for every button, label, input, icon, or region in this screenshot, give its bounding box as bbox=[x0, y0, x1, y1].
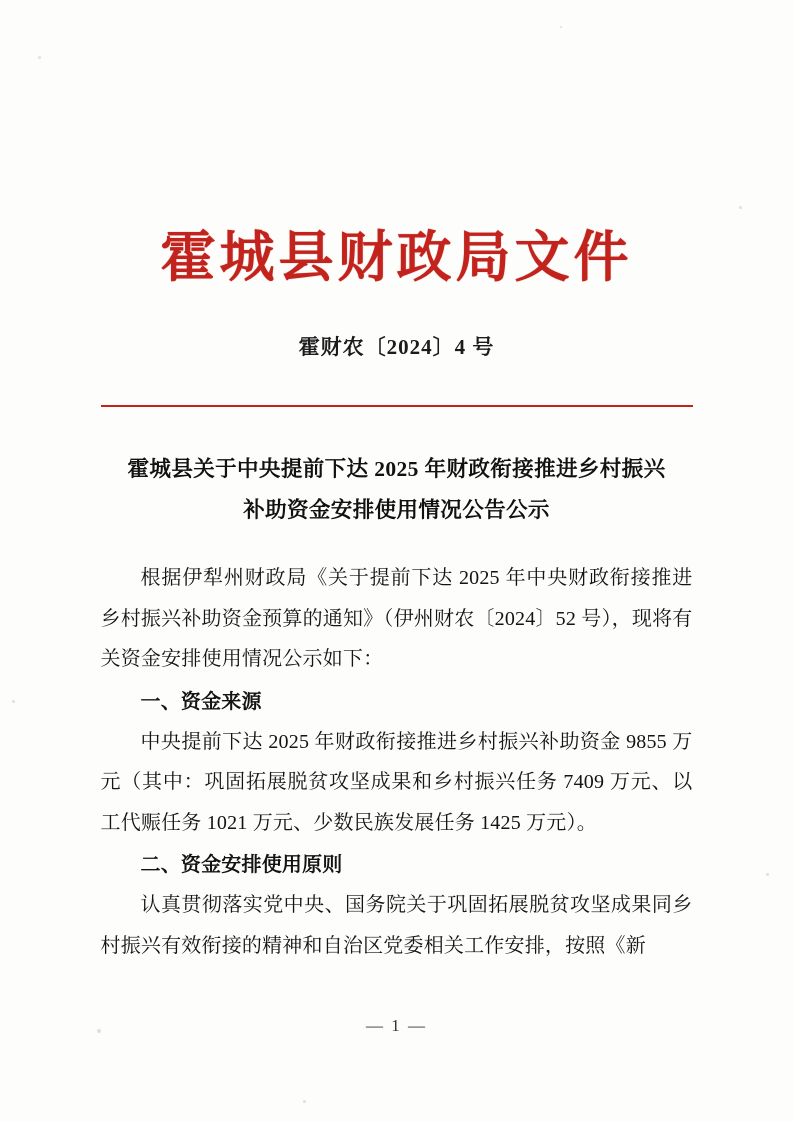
document-header bbox=[0, 0, 793, 407]
paragraph-funding-source: 中央提前下达 2025 年财政衔接推进乡村振兴补助资金 9855 万元（其中：巩固拓展脱贫攻坚成果和乡村振兴任务 7409 万元、以工代赈任务 1021 万元、少数民族发展任务 1425 万元）。 bbox=[100, 730, 693, 834]
scan-speckle bbox=[766, 873, 769, 876]
scan-speckle bbox=[560, 26, 562, 28]
section-heading-funding-source: 一、资金来源 bbox=[140, 690, 262, 713]
article-title-line-2: 补助资金安排使用情况公告公示 bbox=[243, 498, 550, 523]
paragraph-intro: 根据伊犁州财政局《关于提前下达 2025 年中央财政衔接推进乡村振兴补助资金预算的通知》（伊州财农〔2024〕52 号），现将有关资金安排使用情况公示如下： bbox=[100, 567, 693, 671]
document-number: 霍财农〔2024〕4 号 bbox=[298, 334, 495, 359]
article-body bbox=[101, 558, 693, 966]
paragraph-usage-principles: 认真贯彻落实党中央、国务院关于巩固拓展脱贫攻坚成果同乡村振兴有效衔接的精神和自治区党委相关工作安排，按照《新 bbox=[100, 894, 693, 957]
section-heading-usage-principles: 二、资金安排使用原则 bbox=[140, 854, 343, 877]
article-title-line-1: 霍城县关于中央提前下达 2025 年财政衔接推进乡村振兴 bbox=[127, 456, 666, 481]
scan-speckle bbox=[739, 206, 742, 209]
page-number: — 1 — bbox=[366, 1016, 427, 1035]
scan-speckle bbox=[303, 1100, 306, 1103]
document-body bbox=[101, 407, 693, 967]
document-title: 霍城县财政局文件 bbox=[160, 227, 633, 288]
scan-speckle bbox=[38, 56, 41, 59]
scan-speckle bbox=[12, 700, 15, 703]
article-title bbox=[101, 449, 693, 533]
